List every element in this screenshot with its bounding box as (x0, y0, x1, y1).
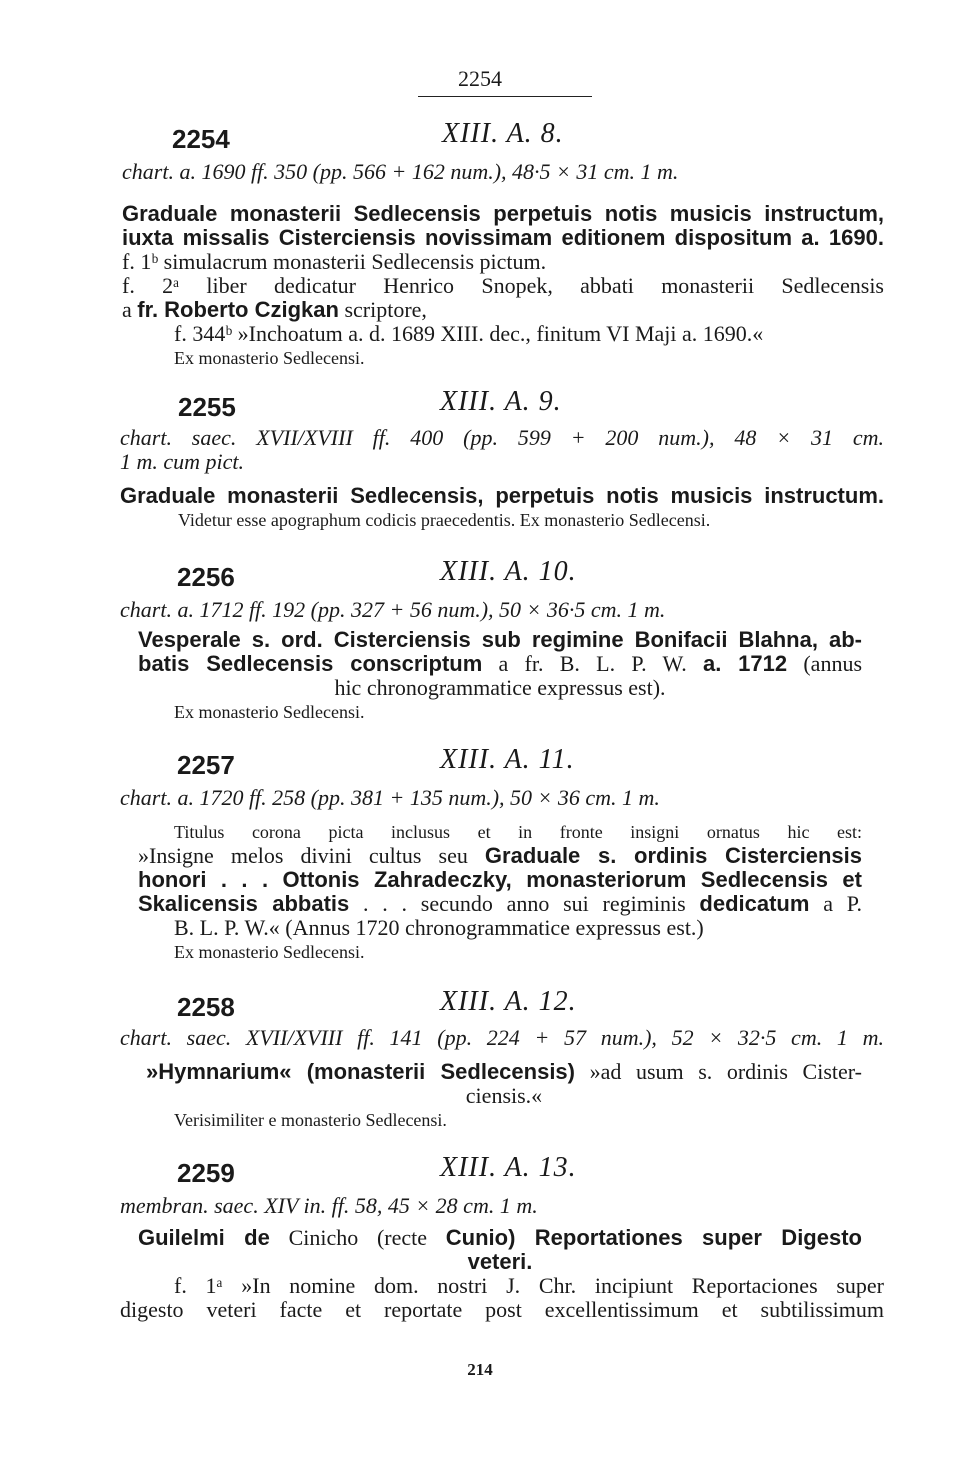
text-line: hic chronogrammatice expressus est). (334, 675, 666, 700)
catalog-entry (0, 386, 960, 530)
provenance: Videtur esse apographum codicis praecedentis. Ex monasterio Sedlecensi. (178, 510, 711, 530)
text-line: veteri. (467, 1249, 533, 1274)
running-head: 2254 (458, 66, 502, 91)
shelfmark: XIII. A. 12. (440, 986, 577, 1017)
physical-description: chart. saec. XVII/XVIII ff. 400 (pp. 599 + 200 num.), 48 × 31 cm. (120, 425, 884, 450)
text-line: »Insigne melos divini cultus seu Graduale s. ordinis Cisterciensis (138, 843, 863, 868)
catalog-entry (0, 744, 960, 962)
entry-number: 2258 (177, 992, 235, 1022)
physical-description: chart. saec. XVII/XVIII ff. 141 (pp. 224 + 57 num.), 52 × 32·5 cm. 1 m. (120, 1025, 884, 1050)
text-line: Titulus corona picta inclusus et in fronte insigni ornatus hic est: (174, 822, 862, 842)
physical-description: membran. saec. XIV in. ff. 58, 45 × 28 cm. 1 m. (120, 1193, 538, 1218)
provenance: Ex monasterio Sedlecensi. (174, 942, 365, 962)
shelfmark: XIII. A. 13. (440, 1152, 577, 1183)
text-line: digesto veteri facte et reportate post excellentissimum et subtilissimum (120, 1297, 884, 1322)
text-line: iuxta missalis Cisterciensis novissimam editionem dispositum a. 1690. (122, 225, 884, 250)
catalog-entry (0, 1152, 960, 1322)
physical-description: chart. a. 1712 ff. 192 (pp. 327 + 56 num.), 50 × 36·5 cm. 1 m. (120, 597, 666, 622)
header-rule (418, 96, 592, 97)
entry-number: 2255 (178, 392, 236, 422)
shelfmark: XIII. A. 10. (440, 556, 577, 587)
physical-description: 1 m. cum pict. (120, 449, 245, 474)
entry-number: 2259 (177, 1158, 235, 1188)
entry-number: 2257 (177, 750, 235, 780)
text-line: f. 2ᵃ liber dedicatur Henrico Snopek, abbati monasterii Sedlecensis (122, 273, 884, 298)
shelfmark: XIII. A. 8. (442, 118, 564, 149)
catalog-entry (0, 556, 960, 722)
physical-description: chart. a. 1690 ff. 350 (pp. 566 + 162 num.), 48·5 × 31 cm. 1 m. (122, 159, 679, 184)
text-line: Skalicensis abbatis . . . secundo anno sui regiminis dedicatum a P. (138, 891, 863, 916)
text-line: f. 1ᵃ »In nomine dom. nostri J. Chr. incipiunt Reportaciones super (174, 1273, 884, 1298)
text-line: B. L. P. W.« (Annus 1720 chronogrammatice expressus est.) (174, 915, 704, 940)
entry-number: 2256 (177, 562, 235, 592)
text-line: Graduale monasterii Sedlecensis perpetuis notis musicis instructum, (122, 201, 884, 226)
provenance: Ex monasterio Sedlecensi. (174, 348, 365, 368)
catalog-entry (0, 986, 960, 1130)
text-line: ciensis.« (465, 1083, 543, 1108)
text-line: Vesperale s. ord. Cisterciensis sub regimine Bonifacii Blahna, ab- (138, 627, 862, 652)
text-line: f. 1ᵇ simulacrum monasterii Sedlecensis pictum. (122, 249, 547, 274)
text-line: »Hymnarium« (monasterii Sedlecensis) »ad usum s. ordinis Cister- (146, 1059, 862, 1084)
text-line: batis Sedlecensis conscriptum a fr. B. L. P. W. a. 1712 (annus (138, 651, 863, 676)
text-line: Graduale monasterii Sedlecensis, perpetuis notis musicis instructum. (120, 483, 884, 508)
catalog-entry (0, 118, 960, 368)
provenance: Ex monasterio Sedlecensi. (174, 702, 365, 722)
shelfmark: XIII. A. 11. (440, 744, 575, 775)
provenance: Verisimiliter e monasterio Sedlecensi. (174, 1110, 447, 1130)
entry-number: 2254 (172, 124, 230, 154)
text-line: f. 344ᵇ »Inchoatum a. d. 1689 XIII. dec., finitum VI Maji a. 1690.« (174, 321, 764, 346)
physical-description: chart. a. 1720 ff. 258 (pp. 381 + 135 num.), 50 × 36 cm. 1 m. (120, 785, 660, 810)
page-number: 214 (467, 1360, 493, 1379)
shelfmark: XIII. A. 9. (440, 386, 562, 417)
text-line: honori . . . Ottonis Zahradeczky, monasteriorum Sedlecensis et (138, 867, 862, 892)
text-line: a fr. Roberto Czigkan scriptore, (122, 297, 427, 322)
text-line: Guilelmi de Cinicho (recte Cunio) Reportationes super Digesto (138, 1225, 862, 1250)
